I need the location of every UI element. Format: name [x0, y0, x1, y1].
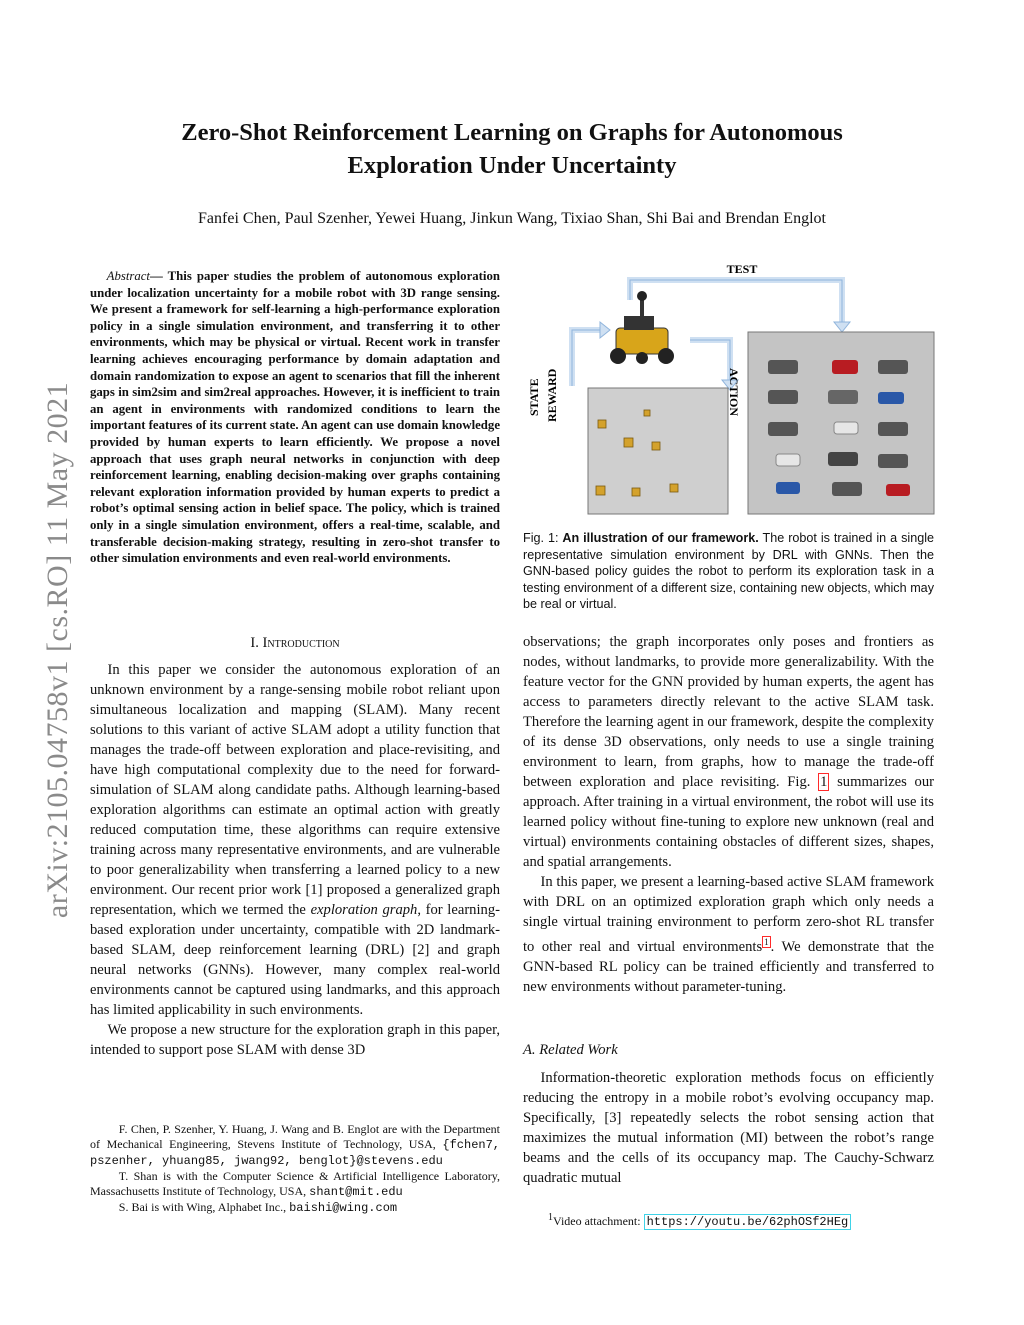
footnote-video-label: Video attachment:	[553, 1214, 644, 1228]
section-number: I.	[250, 635, 259, 651]
framework-figure	[520, 258, 938, 520]
right-column-text	[523, 632, 934, 997]
footnote-1-reference-link[interactable]: 1	[764, 937, 769, 947]
figure-1-caption	[523, 530, 934, 613]
caption-text: The robot is trained in a single representative simulation environment by DRL with GNNs. Then the GNN-based policy guides the robot to perform its exploration task in a testing environment of a different size, containing new objects, which may be real or virtual.	[523, 531, 935, 612]
action-arrow	[690, 340, 730, 382]
right-paragraph-1	[523, 632, 934, 872]
right-p1-part-a: observations; the graph incorporates only poses and frontiers as nodes, without landmarks, to provide more generalizability. With the feature vector for the GNN provided by human experts, the agent has access to parameters directly relevant to the active SLAM task. Therefore the learning agent in our framework, despite the complexity of its dense 3D observations, only needs to use a single training environment to learn, from graphs, how to manage the trade-off between exploration and place revisiting. Fig.	[523, 634, 934, 790]
video-footnote	[548, 1212, 851, 1229]
training-environment-map	[588, 388, 728, 514]
title-line-2: Exploration Under Uncertainty	[347, 152, 677, 179]
footnote-affiliation-3	[90, 1200, 500, 1216]
footnote-1-text: F. Chen, P. Szenher, Y. Huang, J. Wang and B. Englot are with the Department of Mechanical Engineering, Stevens Institute of Technology, USA,	[90, 1122, 500, 1151]
intro-p1-emphasis: exploration graph	[310, 902, 418, 918]
label-reward: REWARD	[545, 368, 559, 422]
subsection-related-work: A. Related Work	[523, 1042, 618, 1058]
intro-p1-part-b: , for learning-based exploration under uncertainty, compatible with 2D landmark-based SLAM, deep reinforcement learning (DRL) [2] and graph neural networks (GNNs). However, many complex real-world environments cannot be captured using landmarks, and this approach has limited applicability in such environments.	[90, 902, 500, 1018]
abstract	[90, 268, 500, 567]
caption-bold: An illustration of our framework.	[562, 531, 759, 545]
intro-paragraph-2: We propose a new structure for the exploration graph in this paper, intended to support pose SLAM with dense 3D	[90, 1022, 500, 1058]
right-p2-part-b: . We demonstrate that the GNN-based RL policy can be trained efficiently and transferred to new environments without parameter-tuning.	[523, 938, 934, 995]
figure-1-reference-link[interactable]: 1	[820, 774, 828, 790]
framework-diagram	[520, 258, 938, 520]
state-arrow	[572, 330, 602, 386]
right-p2-part-a: In this paper, we present a learning-based active SLAM framework with DRL on an optimized exploration graph which only needs a single virtual training environment to perform zero-shot RL transfer to other real and virtual environments	[523, 874, 934, 955]
footnote-2-text: T. Shan is with the Computer Science & Artificial Intelligence Laboratory, Massachusetts Institute of Technology, USA,	[90, 1169, 500, 1198]
right-p1-part-b: summarizes our approach. After training in a virtual environment, the robot will use its learned policy without fine-tuning to explore new unknown (real and virtual) environments containing obstacles of different sizes, shapes, and spatial arrangements.	[523, 774, 934, 870]
footnote-2-email[interactable]: shant@mit.edu	[309, 1185, 403, 1199]
introduction-text	[90, 660, 500, 1060]
title-line-1: Zero-Shot Reinforcement Learning on Graphs for Autonomous	[181, 119, 843, 146]
footnote-3-email[interactable]: baishi@wing.com	[289, 1201, 398, 1215]
right-paragraph-2	[523, 872, 934, 997]
arxiv-identifier	[30, 340, 86, 960]
video-link[interactable]: https://youtu.be/62phOSf2HEg	[644, 1214, 852, 1230]
footnote-3-text: S. Bai is with Wing, Alphabet Inc.,	[118, 1200, 290, 1214]
affiliation-footnotes	[90, 1122, 500, 1216]
footnote-affiliation-2	[90, 1169, 500, 1200]
paper-title	[100, 116, 924, 182]
robot-icon	[610, 291, 674, 364]
arxiv-id-text: arXiv:2105.04758v1 [cs.RO] 11 May 2021	[41, 381, 74, 919]
footnote-1-email[interactable]: {fchen7, pszenher, yhuang85, jwang92, benglot}@stevens.edu	[90, 1138, 500, 1168]
author-list: Fanfei Chen, Paul Szenher, Yewei Huang, Jinkun Wang, Tixiao Shan, Shi Bai and Brendan Englot	[198, 210, 826, 227]
related-work-paragraph: Information-theoretic exploration methods focus on efficiently reducing the entropy in a mobile robot’s evolving occupancy map. Specifically, [3] repeatedly selects the robot sensing action that maximizes the mutual information (MI) between the robot’s range beams and the cells of its occupancy map. The Cauchy-Schwarz quadratic mutual	[523, 1070, 934, 1186]
related-work-text	[523, 1068, 934, 1188]
state-arrow-head	[600, 322, 610, 338]
label-state: STATE	[527, 378, 541, 416]
test-arrow-head	[834, 322, 850, 332]
intro-p1-part-a: In this paper we consider the autonomous exploration of an unknown environment by a range-sensing mobile robot reliant upon simultaneous localization and mapping (SLAM). Many recent solutions to this variant of active SLAM adopt a utility function that manages the trade-off between exploration and place-revisiting, and have high computational complexity due to the need for forward-simulation of SLAM along candidate paths. Although learning-based exploration algorithms can estimate an optimal action with greatly reduced computation time, these algorithms can require extensive training across many representative environments, and are vulnerable to poor generalizability when transferring a learned policy to a new environment. Our recent prior work [1] proposed a generalized graph representation, which we termed the	[90, 662, 500, 918]
intro-paragraph-1	[90, 660, 500, 1020]
section-title: Introduction	[262, 635, 340, 651]
footnote-affiliation-1	[90, 1122, 500, 1169]
footnote-mark: 1	[548, 1212, 553, 1223]
section-heading-introduction	[90, 635, 500, 652]
label-action: ACTION	[727, 368, 741, 417]
abstract-label: Abstract	[106, 269, 150, 283]
label-test: TEST	[726, 262, 758, 276]
abstract-text: — This paper studies the problem of autonomous exploration under localization uncertainty for a mobile robot with 3D range sensing. We present a framework for self-learning a high-performance exploration policy in a single simulation environment, and transferring it to other environments, which may be physical or virtual. Recent work in transfer learning achieves encouraging performance by domain adaptation and domain randomization to expose an agent to scenarios that fill the inherent gaps in sim2sim and sim2real approaches. However, it is inefficient to train an agent in environments with randomized conditions to learn the important features of its current state. An agent can use domain knowledge provided by human experts to learn efficiently. We propose a novel approach that uses graph neural networks in conjunction with deep reinforcement learning, enabling decision-making over graphs containing relevant exploration information provided by human experts to predict a robot’s optimal sensing action in belief space. The policy, which is trained only in a single simulation environment, offers a real-time, scalable, and transferable decision-making strategy, resulting in zero-shot transfer to other simulation environments and even real-world environments.	[90, 269, 500, 566]
caption-label: Fig. 1:	[523, 531, 563, 545]
test-arrow	[630, 280, 842, 324]
